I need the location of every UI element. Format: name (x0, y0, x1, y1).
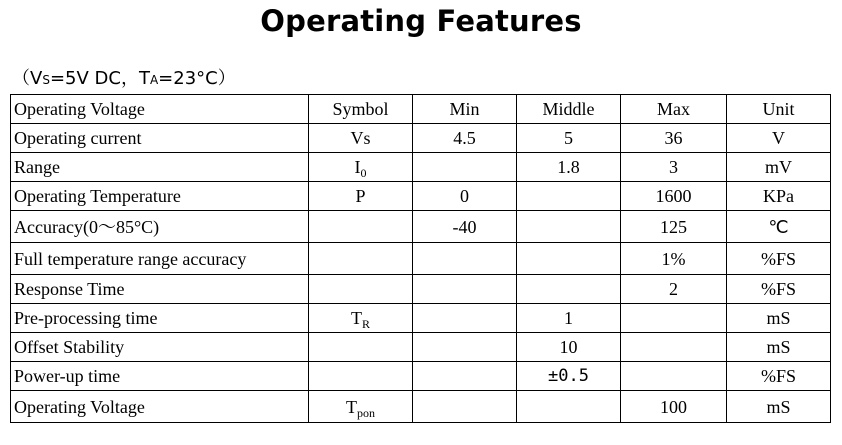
param-symbol (309, 243, 413, 275)
param-max (621, 304, 727, 333)
param-min (413, 362, 517, 391)
table-row (11, 275, 831, 304)
header-min: Min (413, 95, 517, 124)
param-symbol (309, 275, 413, 304)
param-middle: 1.8 (517, 153, 621, 182)
param-min: 0 (413, 182, 517, 211)
header-max: Max (621, 95, 727, 124)
table-row (11, 153, 831, 182)
param-unit: %FS (727, 243, 831, 275)
table-row (11, 124, 831, 153)
specifications-table (10, 94, 831, 423)
param-symbol: P (309, 182, 413, 211)
conditions-open: （V (12, 68, 43, 89)
param-symbol: $T_{pon}$ (309, 391, 413, 423)
conditions-close: =23°C） (158, 68, 236, 89)
table-row (11, 391, 831, 423)
param-unit: KPa (727, 182, 831, 211)
table-row (11, 304, 831, 333)
param-unit: mS (727, 304, 831, 333)
param-unit: ℃ (727, 211, 831, 243)
param-name: Offset Stability (11, 333, 309, 362)
param-min (413, 304, 517, 333)
param-middle: 10 (517, 333, 621, 362)
param-name: Operating Voltage (11, 391, 309, 423)
param-name: Accuracy(0～85°C) (11, 211, 309, 243)
param-min: -40 (413, 211, 517, 243)
param-max: 100 (621, 391, 727, 423)
param-min (413, 243, 517, 275)
param-min (413, 275, 517, 304)
param-middle: 5 (517, 124, 621, 153)
param-middle (517, 211, 621, 243)
table-row (11, 211, 831, 243)
param-unit: V (727, 124, 831, 153)
param-unit: mV (727, 153, 831, 182)
param-unit: mS (727, 333, 831, 362)
table-header-row (11, 95, 831, 124)
param-middle (517, 391, 621, 423)
table-row (11, 182, 831, 211)
param-name: Power-up time (11, 362, 309, 391)
param-name: Range (11, 153, 309, 182)
page-title: Operating Features (260, 4, 582, 38)
param-middle: ±0.5 (517, 362, 621, 391)
param-unit: mS (727, 391, 831, 423)
table-row (11, 362, 831, 391)
header-middle: Middle (517, 95, 621, 124)
param-symbol (309, 333, 413, 362)
test-conditions (12, 64, 236, 90)
param-max: 1600 (621, 182, 727, 211)
vs-subscript: S (42, 73, 50, 87)
param-min (413, 153, 517, 182)
param-symbol: Vs (309, 124, 413, 153)
header-symbol: Symbol (309, 95, 413, 124)
param-symbol (309, 211, 413, 243)
table-row (11, 333, 831, 362)
param-min (413, 333, 517, 362)
param-name: Full temperature range accuracy (11, 243, 309, 275)
param-max: 125 (621, 211, 727, 243)
param-max (621, 362, 727, 391)
param-max: 1% (621, 243, 727, 275)
table-row (11, 243, 831, 275)
param-unit: %FS (727, 275, 831, 304)
param-name: Operating current (11, 124, 309, 153)
param-name: Response Time (11, 275, 309, 304)
param-min: 4.5 (413, 124, 517, 153)
param-middle (517, 275, 621, 304)
ta-subscript: A (149, 73, 159, 87)
param-middle (517, 243, 621, 275)
param-middle: 1 (517, 304, 621, 333)
param-name: Operating Temperature (11, 182, 309, 211)
param-symbol (309, 362, 413, 391)
param-unit: %FS (727, 362, 831, 391)
param-max: 2 (621, 275, 727, 304)
param-middle (517, 182, 621, 211)
header-parameter: Operating Voltage (11, 95, 309, 124)
param-name: Pre-processing time (11, 304, 309, 333)
param-symbol: $T_R$ (309, 304, 413, 333)
param-max: 36 (621, 124, 727, 153)
conditions-mid: =5V DC，T (49, 68, 150, 89)
param-min (413, 391, 517, 423)
param-max (621, 333, 727, 362)
param-symbol: $I_0$ (309, 153, 413, 182)
header-unit: Unit (727, 95, 831, 124)
param-max: 3 (621, 153, 727, 182)
